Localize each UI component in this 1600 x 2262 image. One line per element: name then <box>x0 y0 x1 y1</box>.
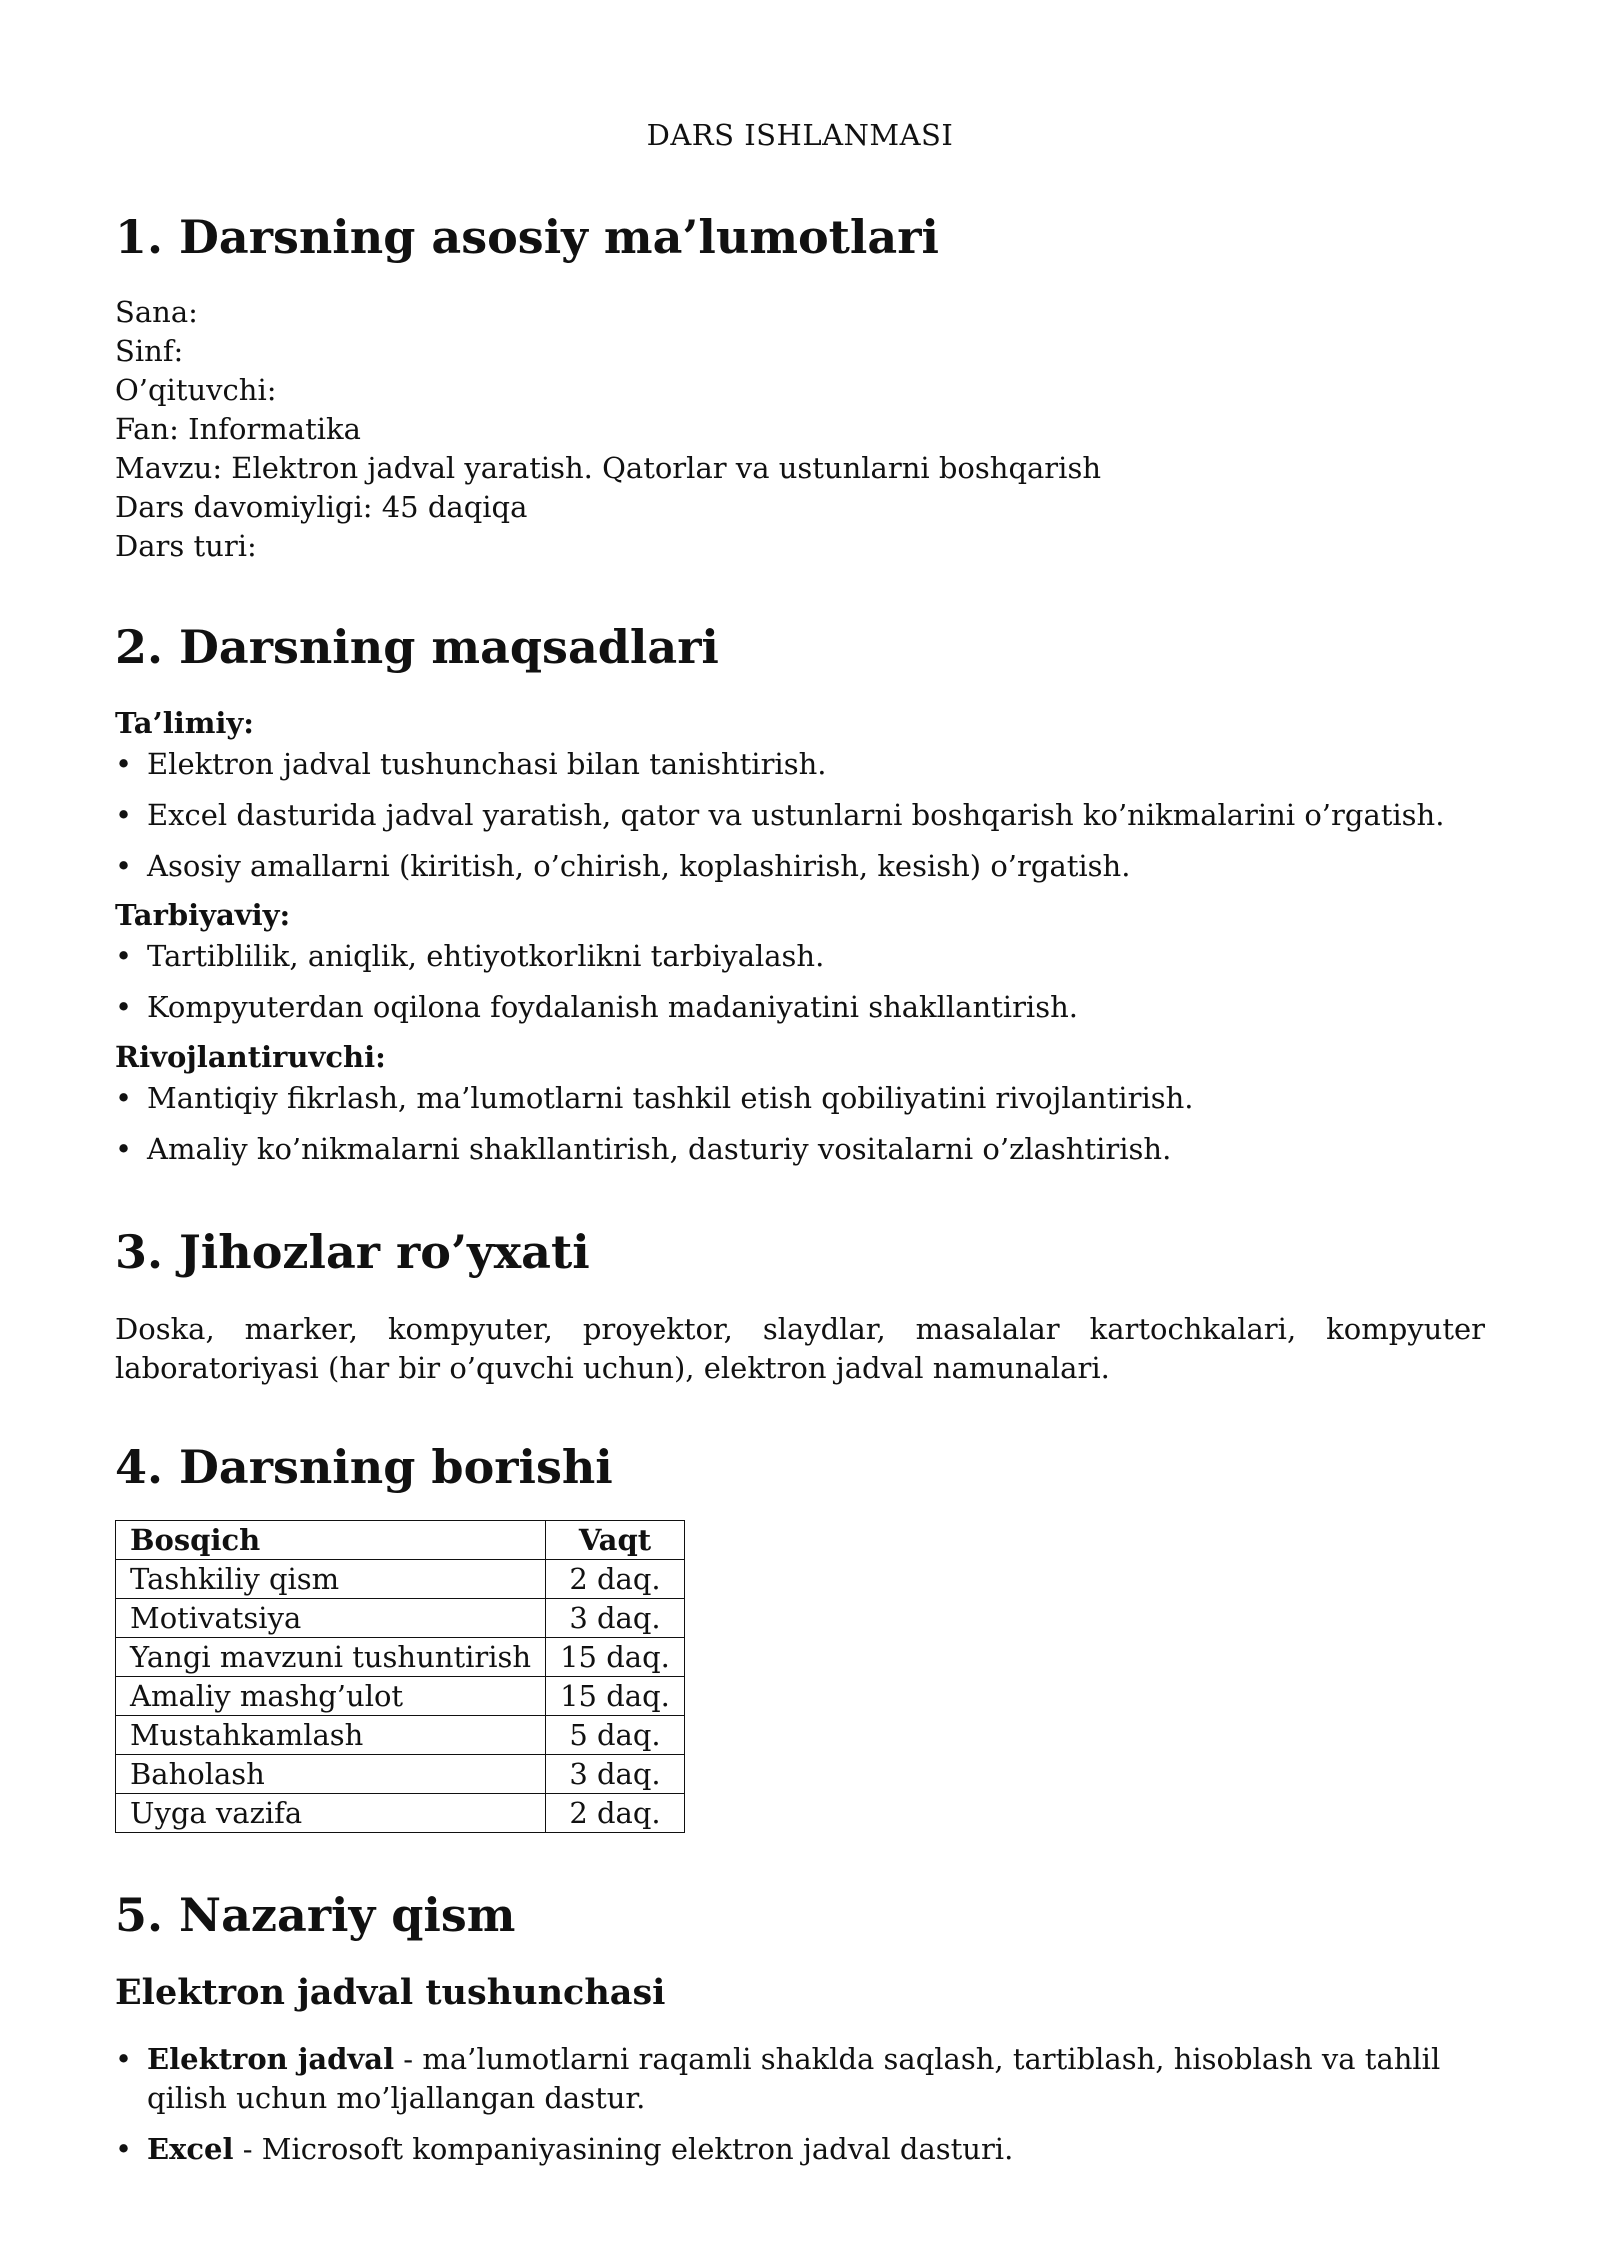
table-row <box>116 1755 685 1794</box>
time-cell: 5 daq. <box>546 1716 685 1755</box>
definition: - Microsoft kompaniyasining elektron jadval dasturi. <box>233 2132 1014 2166</box>
term: Excel <box>147 2132 234 2166</box>
stage-cell: Uyga vazifa <box>116 1794 546 1833</box>
table-row <box>116 1638 685 1677</box>
stage-cell: Mustahkamlash <box>116 1716 546 1755</box>
list-item: • Amaliy ko’nikmalarni shakllantirish, dasturiy vositalarni o’zlashtirish. <box>115 1130 1485 1169</box>
list-item: • Elektron jadval tushunchasi bilan tanishtirish. <box>115 745 1485 784</box>
list-item <box>115 2040 1485 2118</box>
definition: - ma’lumotlarni raqamli shaklda saqlash, tartiblash, hisoblash va tahlil qilish uchun mo’ljallangan dastur. <box>147 2042 1441 2115</box>
table-row <box>116 1794 685 1833</box>
time-cell: 3 daq. <box>546 1599 685 1638</box>
goal-list-developmental <box>115 1079 1485 1181</box>
lesson-info <box>115 293 1101 566</box>
info-line-topic: Mavzu: Elektron jadval yaratish. Qatorlar va ustunlarni boshqarish <box>115 451 1101 485</box>
stage-cell: Amaliy mashg’ulot <box>116 1677 546 1716</box>
info-line-subject: Fan: Informatika <box>115 412 361 446</box>
info-line-duration: Dars davomiyligi: 45 daqiqa <box>115 490 528 524</box>
section-2-heading: 2. Darsning maqsadlari <box>115 620 719 674</box>
info-line-class: Sinf: <box>115 334 184 368</box>
list-item: • Excel dasturida jadval yaratish, qator va ustunlarni boshqarish ko’nikmalarini o’rgatish. <box>115 796 1485 835</box>
term: Elektron jadval <box>147 2042 395 2076</box>
time-cell: 2 daq. <box>546 1794 685 1833</box>
goal-list-upbringing <box>115 937 1485 1039</box>
column-header: Bosqich <box>116 1521 546 1560</box>
list-item: • Asosiy amallarni (kiritish, o’chirish, koplashirish, kesish) o’rgatish. <box>115 847 1485 886</box>
stage-cell: Tashkiliy qism <box>116 1560 546 1599</box>
theory-list <box>115 2040 1485 2181</box>
time-cell: 15 daq. <box>546 1638 685 1677</box>
stage-cell: Motivatsiya <box>116 1599 546 1638</box>
document-title: DARS ISHLANMASI <box>646 118 954 152</box>
lesson-stages-table <box>115 1520 685 1833</box>
goal-group-label: Rivojlantiruvchi: <box>115 1040 386 1074</box>
goal-group-label: Ta’limiy: <box>115 706 254 740</box>
list-item: • Mantiqiy fikrlash, ma’lumotlarni tashkil etish qobiliyatini rivojlantirish. <box>115 1079 1485 1118</box>
info-line-date: Sana: <box>115 295 198 329</box>
list-item: • Tartiblilik, aniqlik, ehtiyotkorlikni tarbiyalash. <box>115 937 1485 976</box>
list-item <box>115 2130 1485 2169</box>
table-row <box>116 1599 685 1638</box>
list-item: • Kompyuterdan oqilona foydalanish madaniyatini shakllantirish. <box>115 988 1485 1027</box>
table-row <box>116 1716 685 1755</box>
stage-cell: Baholash <box>116 1755 546 1794</box>
section-4-heading: 4. Darsning borishi <box>115 1440 613 1494</box>
time-cell: 2 daq. <box>546 1560 685 1599</box>
table-row <box>116 1560 685 1599</box>
section-1-heading: 1. Darsning asosiy ma’lumotlari <box>115 210 939 264</box>
section-3-heading: 3. Jihozlar ro’yxati <box>115 1225 590 1279</box>
goal-group-label: Tarbiyaviy: <box>115 898 291 932</box>
table-row <box>116 1677 685 1716</box>
column-header: Vaqt <box>546 1521 685 1560</box>
section-5-heading: 5. Nazariy qism <box>115 1888 516 1942</box>
stage-cell: Yangi mavzuni tushuntirish <box>116 1638 546 1677</box>
time-cell: 3 daq. <box>546 1755 685 1794</box>
subsection-heading: Elektron jadval tushunchasi <box>115 1972 666 2013</box>
table-header-row <box>116 1521 685 1560</box>
goal-list-educational <box>115 745 1485 898</box>
equipment-paragraph: Doska, marker, kompyuter, proyektor, slaydlar, masalalar kartochkalari, kompyuter laboratoriyasi (har bir o’quvchi uchun), elektron jadval namunalari. <box>115 1312 1485 1385</box>
info-line-type: Dars turi: <box>115 529 257 563</box>
info-line-teacher: O’qituvchi: <box>115 373 277 407</box>
time-cell: 15 daq. <box>546 1677 685 1716</box>
